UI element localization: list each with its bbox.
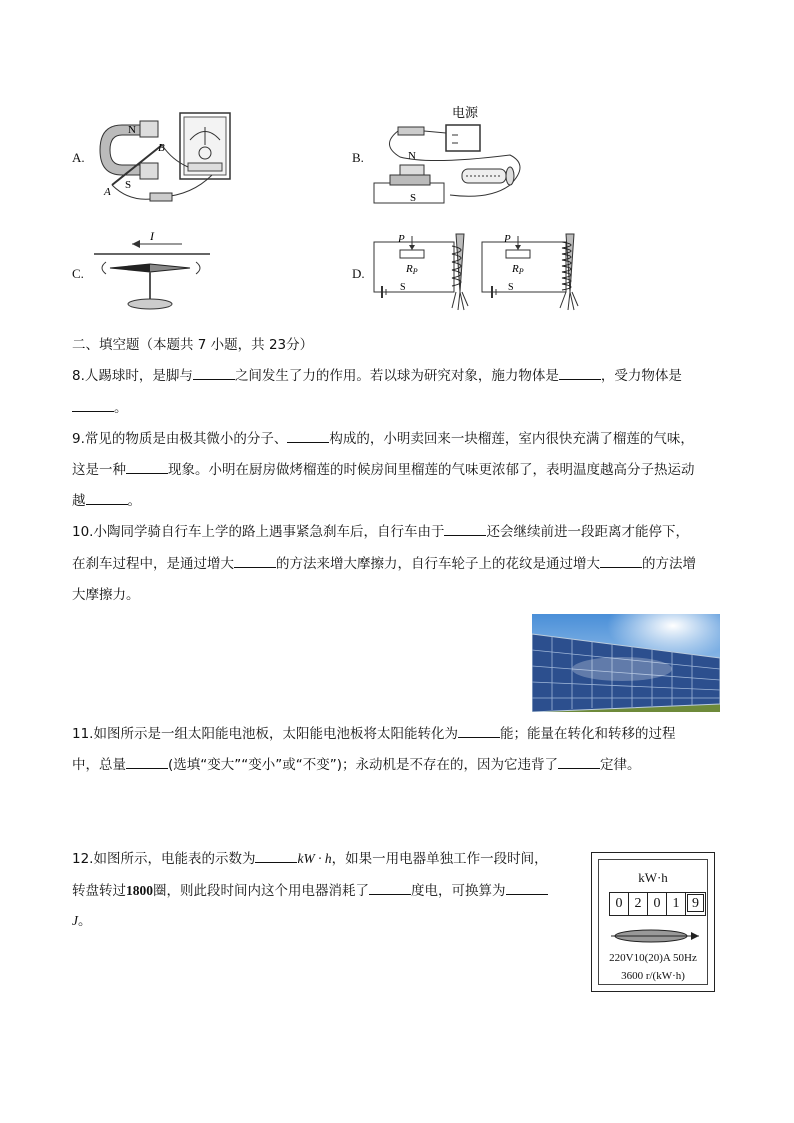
- b-s-label: S: [410, 192, 417, 204]
- option-d-figure: [372, 232, 582, 314]
- q9-line-3: 越 。: [72, 493, 141, 509]
- q12-blank-3: [506, 882, 548, 895]
- meter-disc-icon: [611, 926, 701, 946]
- q11-blank-3: [558, 756, 600, 769]
- c-current-label: I: [150, 229, 154, 243]
- option-a-label: A.: [72, 150, 85, 165]
- q10-blank-3: [600, 555, 642, 568]
- q9-line-2: 这是一种 现象。小明在厨房做烤榴莲的时候房间里榴莲的气味更浓郁了，表明温度越高分子热运动: [72, 462, 695, 478]
- meter-unit: kW·h: [638, 870, 668, 885]
- q12-line-1: 12.如图所示，电能表的示数为 kW · h，如果一用电器单独工作一段时间，: [72, 851, 548, 867]
- q9-blank-1: [287, 430, 329, 443]
- b-power-label: 电源: [452, 105, 479, 120]
- section-heading: 二、填空题（本题共 7 小题，共 23分）: [72, 337, 314, 353]
- option-a-figure: [92, 105, 242, 210]
- q8-blank-1: [193, 367, 235, 380]
- q8-line-2: 。: [72, 396, 128, 416]
- option-c-figure: [92, 228, 212, 313]
- q10-blank-1: [444, 523, 486, 536]
- option-c-label: C.: [72, 266, 84, 281]
- meter-digit: 0: [610, 893, 629, 915]
- q10-line-3: 大摩擦力。: [72, 587, 140, 603]
- q12-blank-1: [255, 850, 297, 863]
- meter-digits: [609, 892, 706, 916]
- q11-line-1: 11.如图所示是一组太阳能电池板，太阳能电池板将太阳能转化为 能；能量在转化和转移的过程: [72, 726, 676, 742]
- electric-meter: [591, 852, 715, 992]
- option-b-label: B.: [352, 150, 364, 165]
- d-p-label: P: [398, 233, 405, 245]
- b-n-label: N: [408, 150, 416, 162]
- q8-line-1: 8.人踢球时，是脚与 之间发生了力的作用。若以球为研究对象，施力物体是 ，受力物体是: [72, 368, 682, 384]
- q10-blank-2: [234, 555, 276, 568]
- q8-blank-3: [72, 399, 114, 412]
- meter-digit: 1: [667, 893, 686, 915]
- q11-line-2: 中，总量 (选填“变大”“变小”或“不变”)；永动机是不存在的，因为它违背了 定律。: [72, 757, 641, 773]
- q12-line-3: J。: [72, 913, 92, 929]
- a-a-label: A: [104, 186, 111, 198]
- meter-digit-decimal: 9: [687, 894, 704, 912]
- q12-blank-2: [369, 882, 411, 895]
- svg-text:P: P: [504, 233, 511, 245]
- meter-digit: 0: [648, 893, 667, 915]
- svg-text:RP: RP: [512, 263, 524, 276]
- q12-line-2: 转盘转过1800圈，则此段时间内这个用电器消耗了 度电，可换算为: [72, 879, 548, 899]
- a-n-label: N: [128, 124, 136, 136]
- q9-blank-3: [86, 492, 128, 505]
- q9-line-1: 9.常见的物质是由极其微小的分子、 构成的，小明卖回来一块榴莲，室内很快充满了榴莲的气味，: [72, 431, 694, 447]
- meter-digit: 2: [629, 893, 648, 915]
- d-rp-label: RP: [406, 263, 418, 276]
- a-b-label: B: [158, 142, 165, 154]
- meter-spec-1: 220V10(20)A 50Hz: [609, 952, 697, 964]
- option-d-label: D.: [352, 266, 365, 281]
- q11-blank-2: [126, 756, 168, 769]
- q10-line-1: 10.小陶同学骑自行车上学的路上遇事紧急刹车后，自行车由于 还会继续前进一段距离才能停下，: [72, 524, 689, 540]
- option-b-figure: [370, 105, 530, 210]
- q10-line-2: 在刹车过程中，是通过增大 的方法来增大摩擦力，自行车轮子上的花纹是通过增大 的方法增: [72, 556, 696, 572]
- a-s-label: S: [125, 179, 132, 191]
- q9-blank-2: [126, 461, 168, 474]
- q11-blank-1: [458, 725, 500, 738]
- meter-spec-2: 3600 r/(kW·h): [621, 970, 685, 982]
- q8-blank-2: [559, 367, 601, 380]
- svg-text:S: S: [508, 282, 514, 293]
- d-s-label: S: [400, 282, 406, 293]
- solar-panel-image: [532, 614, 720, 712]
